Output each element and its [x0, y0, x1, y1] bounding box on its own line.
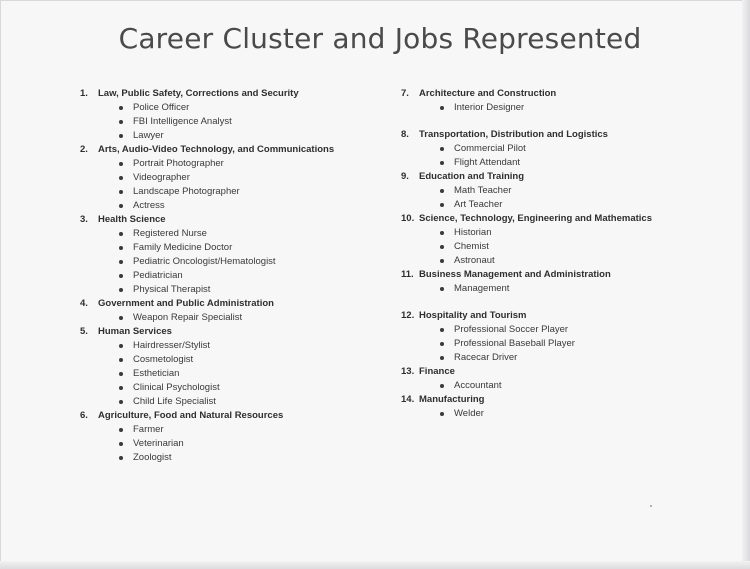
page-edge-bottom — [0, 561, 750, 569]
cluster-section — [80, 409, 400, 465]
cluster-number: 3. — [80, 214, 88, 225]
cluster-heading — [80, 325, 400, 339]
page-title: Career Cluster and Jobs Represented — [118, 22, 642, 55]
job-item: Commercial Pilot — [401, 142, 741, 156]
job-item: FBI Intelligence Analyst — [80, 115, 400, 129]
cluster-section — [401, 170, 741, 212]
cluster-section — [401, 393, 741, 421]
job-item: Police Officer — [80, 101, 400, 115]
cluster-name: Agriculture, Food and Natural Resources — [98, 410, 284, 421]
cluster-section — [80, 143, 400, 213]
cluster-heading — [401, 128, 741, 142]
cluster-number: 10. — [401, 213, 415, 224]
cluster-number: 4. — [80, 298, 88, 309]
job-item: Welder — [401, 407, 741, 421]
job-item: Professional Soccer Player — [401, 323, 741, 337]
cluster-section — [401, 212, 741, 268]
right-column — [401, 87, 741, 421]
cluster-name: Government and Public Administration — [98, 298, 274, 309]
cluster-number: 5. — [80, 326, 88, 337]
job-item: Art Teacher — [401, 198, 741, 212]
page-edge-right — [742, 0, 750, 569]
cluster-number: 8. — [401, 129, 409, 140]
job-item: Chemist — [401, 240, 741, 254]
job-item: Landscape Photographer — [80, 185, 400, 199]
cluster-section — [401, 128, 741, 170]
job-item: Veterinarian — [80, 437, 400, 451]
cluster-name: Science, Technology, Engineering and Mathematics — [419, 213, 652, 224]
job-item: Interior Designer — [401, 101, 741, 115]
job-item: Historian — [401, 226, 741, 240]
cluster-name: Hospitality and Tourism — [419, 310, 527, 321]
cluster-name: Finance — [419, 366, 455, 377]
cluster-section — [80, 325, 400, 409]
job-item: Weapon Repair Specialist — [80, 311, 400, 325]
job-item: Registered Nurse — [80, 227, 400, 241]
cluster-heading — [401, 87, 741, 101]
cluster-section — [401, 365, 741, 393]
cluster-number: 2. — [80, 144, 88, 155]
cluster-name: Health Science — [98, 214, 166, 225]
job-item: Pediatrician — [80, 269, 400, 283]
cluster-number: 12. — [401, 310, 415, 321]
cluster-section — [401, 87, 741, 115]
stray-mark — [650, 505, 652, 507]
cluster-heading — [401, 309, 741, 323]
cluster-number: 9. — [401, 171, 409, 182]
cluster-name: Manufacturing — [419, 394, 485, 405]
job-item: Portrait Photographer — [80, 157, 400, 171]
job-item: Family Medicine Doctor — [80, 241, 400, 255]
cluster-number: 6. — [80, 410, 88, 421]
cluster-heading — [80, 409, 400, 423]
cluster-name: Architecture and Construction — [419, 88, 557, 99]
cluster-section — [401, 309, 741, 365]
job-item: Videographer — [80, 171, 400, 185]
job-item: Hairdresser/Stylist — [80, 339, 400, 353]
cluster-heading — [401, 170, 741, 184]
job-item: Pediatric Oncologist/Hematologist — [80, 255, 400, 269]
cluster-heading — [80, 143, 400, 157]
job-item: Accountant — [401, 379, 741, 393]
cluster-section — [80, 297, 400, 325]
cluster-section — [80, 87, 400, 143]
job-item: Actress — [80, 199, 400, 213]
cluster-name: Arts, Audio-Video Technology, and Communications — [98, 144, 335, 155]
job-item: Professional Baseball Player — [401, 337, 741, 351]
cluster-name: Business Management and Administration — [419, 269, 611, 280]
cluster-name: Human Services — [98, 326, 172, 337]
cluster-number: 1. — [80, 88, 88, 99]
job-item: Racecar Driver — [401, 351, 741, 365]
cluster-heading — [80, 297, 400, 311]
job-item: Lawyer — [80, 129, 400, 143]
job-item: Physical Therapist — [80, 283, 400, 297]
job-item: Child Life Specialist — [80, 395, 400, 409]
cluster-section — [80, 213, 400, 297]
cluster-heading — [401, 212, 741, 226]
job-item: Management — [401, 282, 741, 296]
job-item: Flight Attendant — [401, 156, 741, 170]
cluster-heading — [401, 268, 741, 282]
job-item: Clinical Psychologist — [80, 381, 400, 395]
cluster-name: Education and Training — [419, 171, 525, 182]
job-item: Esthetician — [80, 367, 400, 381]
cluster-heading — [80, 87, 400, 101]
cluster-number: 13. — [401, 366, 415, 377]
job-item: Cosmetologist — [80, 353, 400, 367]
cluster-heading — [401, 365, 741, 379]
cluster-name: Transportation, Distribution and Logistics — [419, 129, 608, 140]
cluster-section — [401, 268, 741, 296]
left-column — [80, 87, 400, 465]
cluster-number: 14. — [401, 394, 415, 405]
cluster-heading — [401, 393, 741, 407]
cluster-heading — [80, 213, 400, 227]
cluster-number: 11. — [401, 269, 414, 280]
cluster-number: 7. — [401, 88, 409, 99]
job-item: Astronaut — [401, 254, 741, 268]
job-item: Math Teacher — [401, 184, 741, 198]
cluster-name: Law, Public Safety, Corrections and Security — [98, 88, 299, 99]
job-item: Zoologist — [80, 451, 400, 465]
job-item: Farmer — [80, 423, 400, 437]
